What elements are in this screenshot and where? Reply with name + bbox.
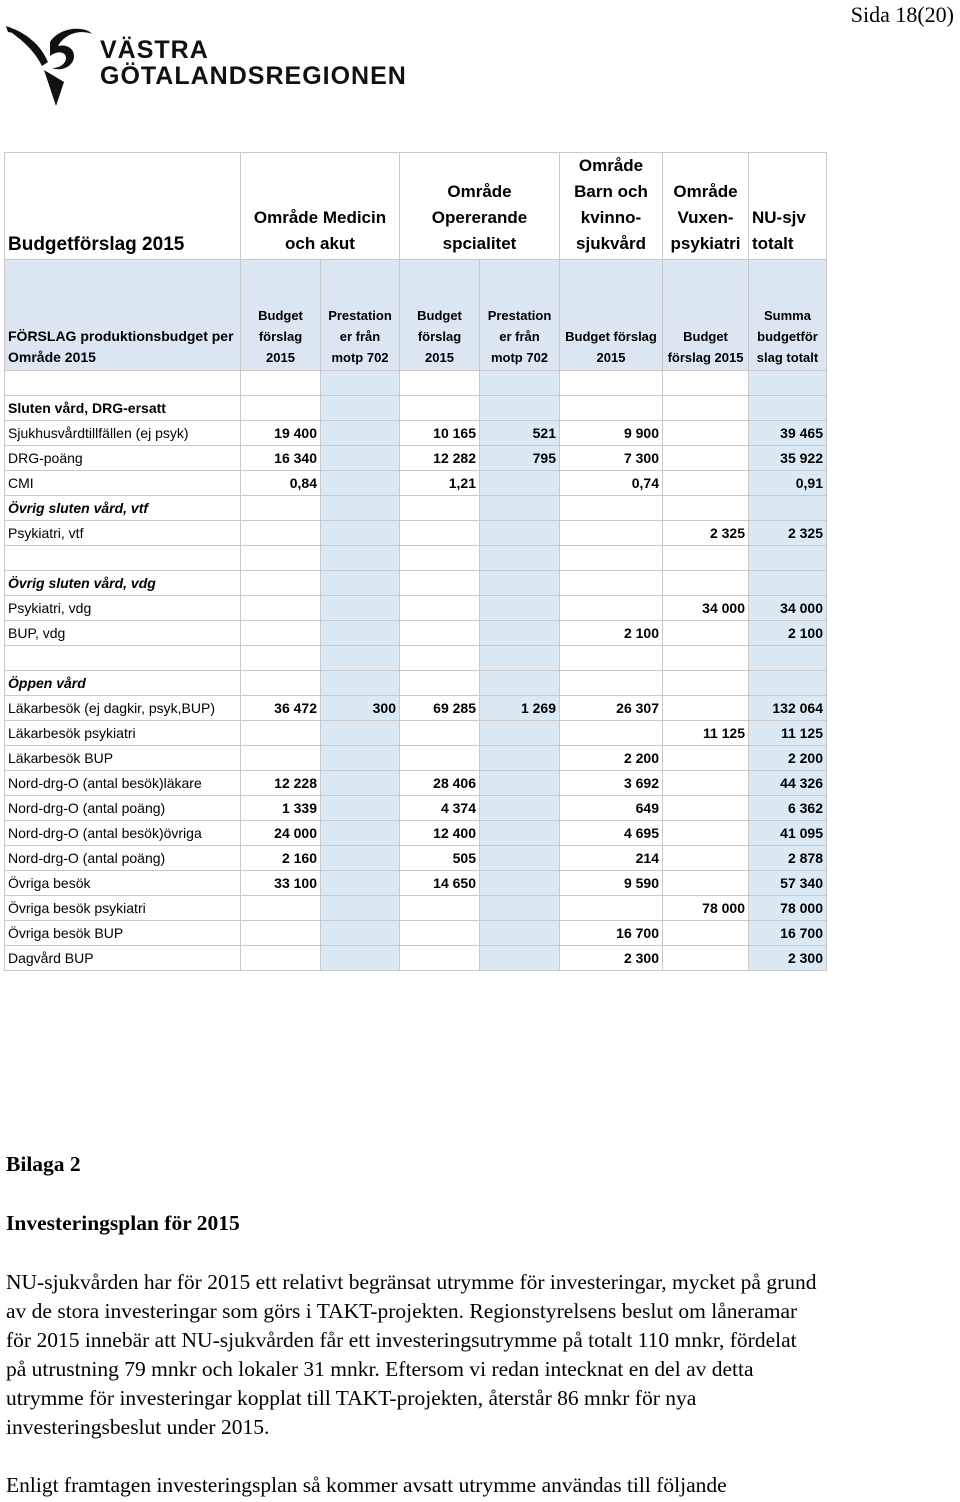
table-cell bbox=[400, 521, 480, 546]
table-cell bbox=[321, 821, 400, 846]
table-cell: 3 692 bbox=[560, 771, 663, 796]
table-cell bbox=[400, 746, 480, 771]
row-label bbox=[5, 371, 241, 396]
table-cell bbox=[400, 496, 480, 521]
table-cell: 39 465 bbox=[749, 421, 827, 446]
table-cell bbox=[400, 646, 480, 671]
table-cell: 41 095 bbox=[749, 821, 827, 846]
table-cell: 2 300 bbox=[560, 946, 663, 971]
table-cell bbox=[480, 646, 560, 671]
table-cell bbox=[400, 596, 480, 621]
table-cell bbox=[749, 546, 827, 571]
table-cell bbox=[480, 921, 560, 946]
row-label: BUP, vdg bbox=[5, 621, 241, 646]
table-cell bbox=[241, 596, 321, 621]
table-cell bbox=[480, 596, 560, 621]
row-label: Läkarbesök BUP bbox=[5, 746, 241, 771]
table-row bbox=[5, 896, 827, 921]
table-cell bbox=[560, 546, 663, 571]
area-header: NU-sjv totalt bbox=[749, 153, 827, 260]
table-cell bbox=[241, 646, 321, 671]
row-label: Sluten vård, DRG-ersatt bbox=[5, 396, 241, 421]
table-cell bbox=[480, 771, 560, 796]
table-cell bbox=[663, 671, 749, 696]
table-row bbox=[5, 746, 827, 771]
table-row bbox=[5, 371, 827, 396]
table-row bbox=[5, 921, 827, 946]
table-cell bbox=[560, 671, 663, 696]
table-cell bbox=[749, 496, 827, 521]
table-cell bbox=[400, 371, 480, 396]
table-cell: 12 282 bbox=[400, 446, 480, 471]
column-subheader: Summa budgetför slag totalt bbox=[749, 260, 827, 371]
table-cell bbox=[663, 796, 749, 821]
column-subheader: Budget förslag 2015 bbox=[663, 260, 749, 371]
table-cell bbox=[400, 921, 480, 946]
table-cell bbox=[663, 746, 749, 771]
table-cell bbox=[749, 671, 827, 696]
section-heading: Investeringsplan för 2015 bbox=[6, 1211, 240, 1235]
table-row bbox=[5, 871, 827, 896]
table-row bbox=[5, 396, 827, 421]
table-cell bbox=[400, 396, 480, 421]
table-cell bbox=[400, 946, 480, 971]
table-row bbox=[5, 696, 827, 721]
row-label: Nord-drg-O (antal poäng) bbox=[5, 796, 241, 821]
table-cell bbox=[241, 521, 321, 546]
table-cell bbox=[321, 521, 400, 546]
row-label: CMI bbox=[5, 471, 241, 496]
row-label: Övriga besök BUP bbox=[5, 921, 241, 946]
table-cell: 57 340 bbox=[749, 871, 827, 896]
table-cell bbox=[480, 721, 560, 746]
table-cell: 9 590 bbox=[560, 871, 663, 896]
table-cell: 2 325 bbox=[663, 521, 749, 546]
table-cell bbox=[480, 871, 560, 896]
table-cell bbox=[480, 396, 560, 421]
table-row bbox=[5, 446, 827, 471]
table-cell bbox=[663, 846, 749, 871]
table-cell: 649 bbox=[560, 796, 663, 821]
table-cell bbox=[480, 671, 560, 696]
row-label: Läkarbesök (ej dagkir, psyk,BUP) bbox=[5, 696, 241, 721]
column-subheader: Prestation er från motp 702 bbox=[480, 260, 560, 371]
row-label bbox=[5, 646, 241, 671]
table-cell: 0,74 bbox=[560, 471, 663, 496]
table-cell: 4 695 bbox=[560, 821, 663, 846]
table-cell bbox=[560, 646, 663, 671]
table-cell: 16 700 bbox=[560, 921, 663, 946]
table-cell bbox=[321, 771, 400, 796]
page-number: Sida 18(20) bbox=[850, 2, 954, 27]
table-cell: 1 339 bbox=[241, 796, 321, 821]
table-cell bbox=[321, 846, 400, 871]
table-cell: 2 300 bbox=[749, 946, 827, 971]
table-header-row bbox=[5, 153, 827, 260]
table-cell bbox=[663, 696, 749, 721]
table-cell: 300 bbox=[321, 696, 400, 721]
budget-table bbox=[4, 152, 827, 971]
paragraph-line: investeringsbeslut under 2015. bbox=[6, 1415, 270, 1439]
table-cell bbox=[480, 546, 560, 571]
table-cell: 16 340 bbox=[241, 446, 321, 471]
paragraph-line: för 2015 innebär att NU-sjukvården får ett investeringsutrymme på totalt 110 mnkr, fördelat bbox=[6, 1328, 797, 1352]
row-label: Nord-drg-O (antal poäng) bbox=[5, 846, 241, 871]
table-cell: 28 406 bbox=[400, 771, 480, 796]
table-cell bbox=[241, 721, 321, 746]
table-cell bbox=[321, 746, 400, 771]
table-cell bbox=[321, 921, 400, 946]
table-cell bbox=[241, 396, 321, 421]
table-cell bbox=[480, 896, 560, 921]
table-cell bbox=[480, 946, 560, 971]
row-label: Sjukhusvårdtillfällen (ej psyk) bbox=[5, 421, 241, 446]
table-cell bbox=[241, 371, 321, 396]
table-row bbox=[5, 571, 827, 596]
table-cell: 795 bbox=[480, 446, 560, 471]
table-cell bbox=[321, 446, 400, 471]
table-cell bbox=[400, 896, 480, 921]
table-cell: 214 bbox=[560, 846, 663, 871]
table-cell: 12 228 bbox=[241, 771, 321, 796]
table-cell bbox=[241, 671, 321, 696]
table-title: Budgetförslag 2015 bbox=[5, 153, 241, 260]
table-cell bbox=[480, 371, 560, 396]
table-cell: 14 650 bbox=[400, 871, 480, 896]
table-cell bbox=[321, 396, 400, 421]
table-cell bbox=[321, 721, 400, 746]
table-cell bbox=[480, 496, 560, 521]
table-cell bbox=[663, 871, 749, 896]
table-cell bbox=[400, 621, 480, 646]
table-cell bbox=[663, 421, 749, 446]
table-cell bbox=[560, 571, 663, 596]
table-cell bbox=[663, 621, 749, 646]
table-cell: 132 064 bbox=[749, 696, 827, 721]
appendix-label: Bilaga 2 bbox=[6, 1152, 81, 1176]
table-cell: 19 400 bbox=[241, 421, 321, 446]
table-cell: 521 bbox=[480, 421, 560, 446]
table-cell bbox=[749, 571, 827, 596]
table-cell bbox=[321, 596, 400, 621]
table-cell bbox=[241, 571, 321, 596]
table-cell: 6 362 bbox=[749, 796, 827, 821]
row-label: Dagvård BUP bbox=[5, 946, 241, 971]
table-cell: 78 000 bbox=[663, 896, 749, 921]
area-header: Område Barn och kvinno-sjukvård bbox=[560, 153, 663, 260]
table-cell: 36 472 bbox=[241, 696, 321, 721]
column-subheader: Budget förslag 2015 bbox=[560, 260, 663, 371]
row-label: Psykiatri, vdg bbox=[5, 596, 241, 621]
table-cell: 7 300 bbox=[560, 446, 663, 471]
table-row bbox=[5, 721, 827, 746]
table-cell bbox=[321, 796, 400, 821]
table-cell bbox=[480, 846, 560, 871]
table-cell bbox=[241, 546, 321, 571]
logo-mark-icon bbox=[4, 22, 96, 112]
row-label bbox=[5, 546, 241, 571]
column-subheader: Budget förslag 2015 bbox=[400, 260, 480, 371]
table-row bbox=[5, 821, 827, 846]
logo-line2: GÖTALANDSREGIONEN bbox=[100, 62, 407, 90]
paragraph-line: av de stora investeringar som görs i TAKT-projekten. Regionstyrelsens beslut om låneramar bbox=[6, 1299, 798, 1323]
table-cell bbox=[321, 871, 400, 896]
table-cell: 2 100 bbox=[560, 621, 663, 646]
table-cell: 0,84 bbox=[241, 471, 321, 496]
table-subtitle: FÖRSLAG produktionsbudget per Område 2015 bbox=[5, 260, 241, 371]
table-cell bbox=[560, 596, 663, 621]
table-cell bbox=[400, 546, 480, 571]
table-cell bbox=[241, 946, 321, 971]
table-cell bbox=[749, 371, 827, 396]
table-row bbox=[5, 846, 827, 871]
table-cell bbox=[321, 621, 400, 646]
table-cell bbox=[663, 921, 749, 946]
table-cell bbox=[749, 396, 827, 421]
column-subheader: Budget förslag 2015 bbox=[241, 260, 321, 371]
table-cell bbox=[480, 796, 560, 821]
table-cell bbox=[663, 646, 749, 671]
table-cell: 78 000 bbox=[749, 896, 827, 921]
row-label: DRG-poäng bbox=[5, 446, 241, 471]
row-label: Nord-drg-O (antal besök)övriga bbox=[5, 821, 241, 846]
organization-logo bbox=[4, 22, 407, 112]
table-cell bbox=[663, 396, 749, 421]
paragraph-line: på utrustning 79 mnkr och lokaler 31 mnkr. Eftersom vi redan intecknat en del av detta bbox=[6, 1357, 754, 1381]
table-cell bbox=[400, 671, 480, 696]
table-cell: 34 000 bbox=[749, 596, 827, 621]
table-cell: 44 326 bbox=[749, 771, 827, 796]
table-cell: 11 125 bbox=[749, 721, 827, 746]
area-header: Område Vuxen-psykiatri bbox=[663, 153, 749, 260]
row-label: Övrig sluten vård, vdg bbox=[5, 571, 241, 596]
table-cell bbox=[480, 821, 560, 846]
table-row bbox=[5, 546, 827, 571]
table-cell bbox=[480, 621, 560, 646]
table-cell: 33 100 bbox=[241, 871, 321, 896]
table-cell bbox=[321, 371, 400, 396]
table-cell: 11 125 bbox=[663, 721, 749, 746]
table-cell bbox=[480, 521, 560, 546]
table-row bbox=[5, 646, 827, 671]
table-cell bbox=[321, 946, 400, 971]
body-paragraph-2: Enligt framtagen investeringsplan så kommer avsatt utrymme användas till följande bbox=[6, 1473, 727, 1497]
table-cell bbox=[560, 721, 663, 746]
table-cell: 1 269 bbox=[480, 696, 560, 721]
table-cell: 2 878 bbox=[749, 846, 827, 871]
column-subheader: Prestation er från motp 702 bbox=[321, 260, 400, 371]
table-cell: 505 bbox=[400, 846, 480, 871]
table-cell bbox=[321, 646, 400, 671]
table-cell: 12 400 bbox=[400, 821, 480, 846]
table-cell bbox=[663, 546, 749, 571]
table-cell bbox=[241, 621, 321, 646]
table-row bbox=[5, 796, 827, 821]
table-cell bbox=[400, 571, 480, 596]
table-cell: 26 307 bbox=[560, 696, 663, 721]
table-row bbox=[5, 421, 827, 446]
area-header: Område Opererande spcialitet bbox=[400, 153, 560, 260]
table-row bbox=[5, 496, 827, 521]
table-subheader-row bbox=[5, 260, 827, 371]
logo-line1: VÄSTRA bbox=[100, 36, 209, 64]
table-cell: 2 200 bbox=[560, 746, 663, 771]
table-cell bbox=[663, 471, 749, 496]
table-cell bbox=[749, 646, 827, 671]
table-cell: 24 000 bbox=[241, 821, 321, 846]
table-cell bbox=[663, 771, 749, 796]
table-cell bbox=[321, 671, 400, 696]
paragraph-line: NU-sjukvården har för 2015 ett relativt begränsat utrymme för investeringar, mycket på grund bbox=[6, 1270, 817, 1294]
table-row bbox=[5, 771, 827, 796]
table-cell bbox=[560, 896, 663, 921]
table-cell bbox=[321, 496, 400, 521]
table-cell: 34 000 bbox=[663, 596, 749, 621]
table-cell bbox=[663, 946, 749, 971]
table-cell bbox=[480, 571, 560, 596]
row-label: Öppen vård bbox=[5, 671, 241, 696]
table-cell: 69 285 bbox=[400, 696, 480, 721]
table-cell bbox=[663, 571, 749, 596]
body-paragraph-1 bbox=[6, 1268, 958, 1442]
table-cell: 2 160 bbox=[241, 846, 321, 871]
table-cell: 2 100 bbox=[749, 621, 827, 646]
table-row bbox=[5, 521, 827, 546]
table-cell bbox=[400, 721, 480, 746]
table-cell bbox=[321, 421, 400, 446]
row-label: Läkarbesök psykiatri bbox=[5, 721, 241, 746]
table-cell bbox=[241, 921, 321, 946]
table-cell: 1,21 bbox=[400, 471, 480, 496]
area-header: Område Medicin och akut bbox=[241, 153, 400, 260]
table-cell bbox=[321, 471, 400, 496]
table-row bbox=[5, 621, 827, 646]
table-cell bbox=[480, 471, 560, 496]
table-cell bbox=[560, 371, 663, 396]
table-cell: 0,91 bbox=[749, 471, 827, 496]
table-cell: 16 700 bbox=[749, 921, 827, 946]
table-cell bbox=[663, 371, 749, 396]
table-cell: 9 900 bbox=[560, 421, 663, 446]
table-row bbox=[5, 671, 827, 696]
paragraph-line: utrymme för investeringar kopplat till TAKT-projekten, återstår 86 mnkr för nya bbox=[6, 1386, 697, 1410]
table-cell bbox=[321, 546, 400, 571]
table-cell bbox=[241, 746, 321, 771]
table-cell bbox=[663, 496, 749, 521]
table-row bbox=[5, 946, 827, 971]
table-cell bbox=[241, 896, 321, 921]
table-cell bbox=[560, 396, 663, 421]
table-row bbox=[5, 596, 827, 621]
table-cell: 35 922 bbox=[749, 446, 827, 471]
row-label: Övriga besök psykiatri bbox=[5, 896, 241, 921]
table-cell bbox=[241, 496, 321, 521]
table-cell: 10 165 bbox=[400, 421, 480, 446]
row-label: Övriga besök bbox=[5, 871, 241, 896]
table-cell bbox=[480, 746, 560, 771]
table-cell bbox=[663, 821, 749, 846]
table-cell: 2 325 bbox=[749, 521, 827, 546]
table-row bbox=[5, 471, 827, 496]
table-cell bbox=[663, 446, 749, 471]
table-cell bbox=[560, 496, 663, 521]
table-cell: 2 200 bbox=[749, 746, 827, 771]
row-label: Psykiatri, vtf bbox=[5, 521, 241, 546]
table-cell: 4 374 bbox=[400, 796, 480, 821]
table-cell bbox=[321, 571, 400, 596]
table-cell bbox=[321, 896, 400, 921]
row-label: Nord-drg-O (antal besök)läkare bbox=[5, 771, 241, 796]
table-cell bbox=[560, 521, 663, 546]
row-label: Övrig sluten vård, vtf bbox=[5, 496, 241, 521]
